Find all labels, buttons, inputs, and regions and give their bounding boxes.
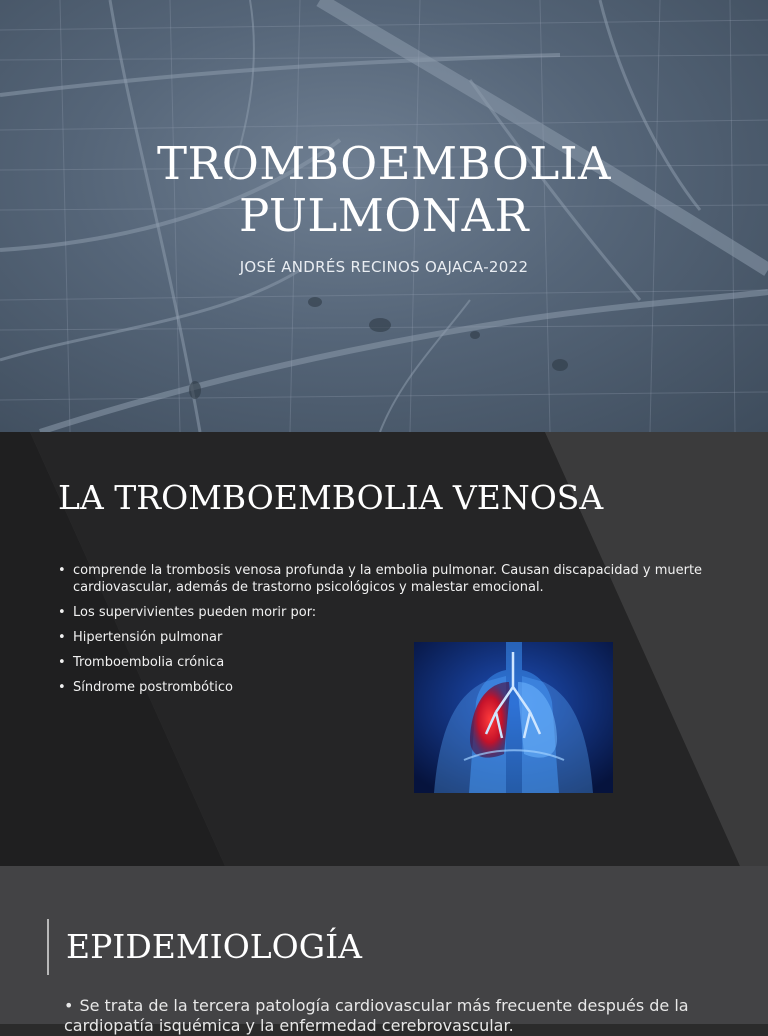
slide-heading: LA TROMBOEMBOLIA VENOSA — [58, 478, 604, 517]
title-line-1: TROMBOEMBOLIA — [156, 137, 612, 190]
slide-heading: EPIDEMIOLOGÍA — [66, 927, 362, 966]
presentation-title — [0, 138, 768, 242]
venous-thromboembolism-slide — [0, 432, 768, 866]
bullet-list — [58, 562, 728, 704]
list-item: • Los supervivientes pueden morir por: — [58, 605, 317, 620]
list-item: • Síndrome postrombótico — [58, 680, 233, 695]
presentation-subtitle: JOSÉ ANDRÉS RECINOS OAJACA-2022 — [239, 258, 529, 276]
title-slide — [0, 0, 768, 432]
list-item: • Tromboembolia crónica — [58, 655, 225, 670]
list-item: • Hipertensión pulmonar — [58, 630, 223, 645]
epidemiology-slide — [0, 866, 768, 1035]
lungs-illustration — [414, 642, 613, 793]
list-item: • comprende la trombosis venosa profunda y la embolia pulmonar. Causan discapacidad y muerte cardiovascular, además de trastorno psicológicos y malestar emocional. — [58, 563, 703, 595]
heading-accent-bar — [47, 919, 49, 975]
list-item: • Se trata de la tercera patología cardiovascular más frecuente después de la cardiopatía isquémica y la enfermedad cerebrovascular. — [64, 996, 689, 1035]
title-line-2: PULMONAR — [238, 189, 530, 242]
